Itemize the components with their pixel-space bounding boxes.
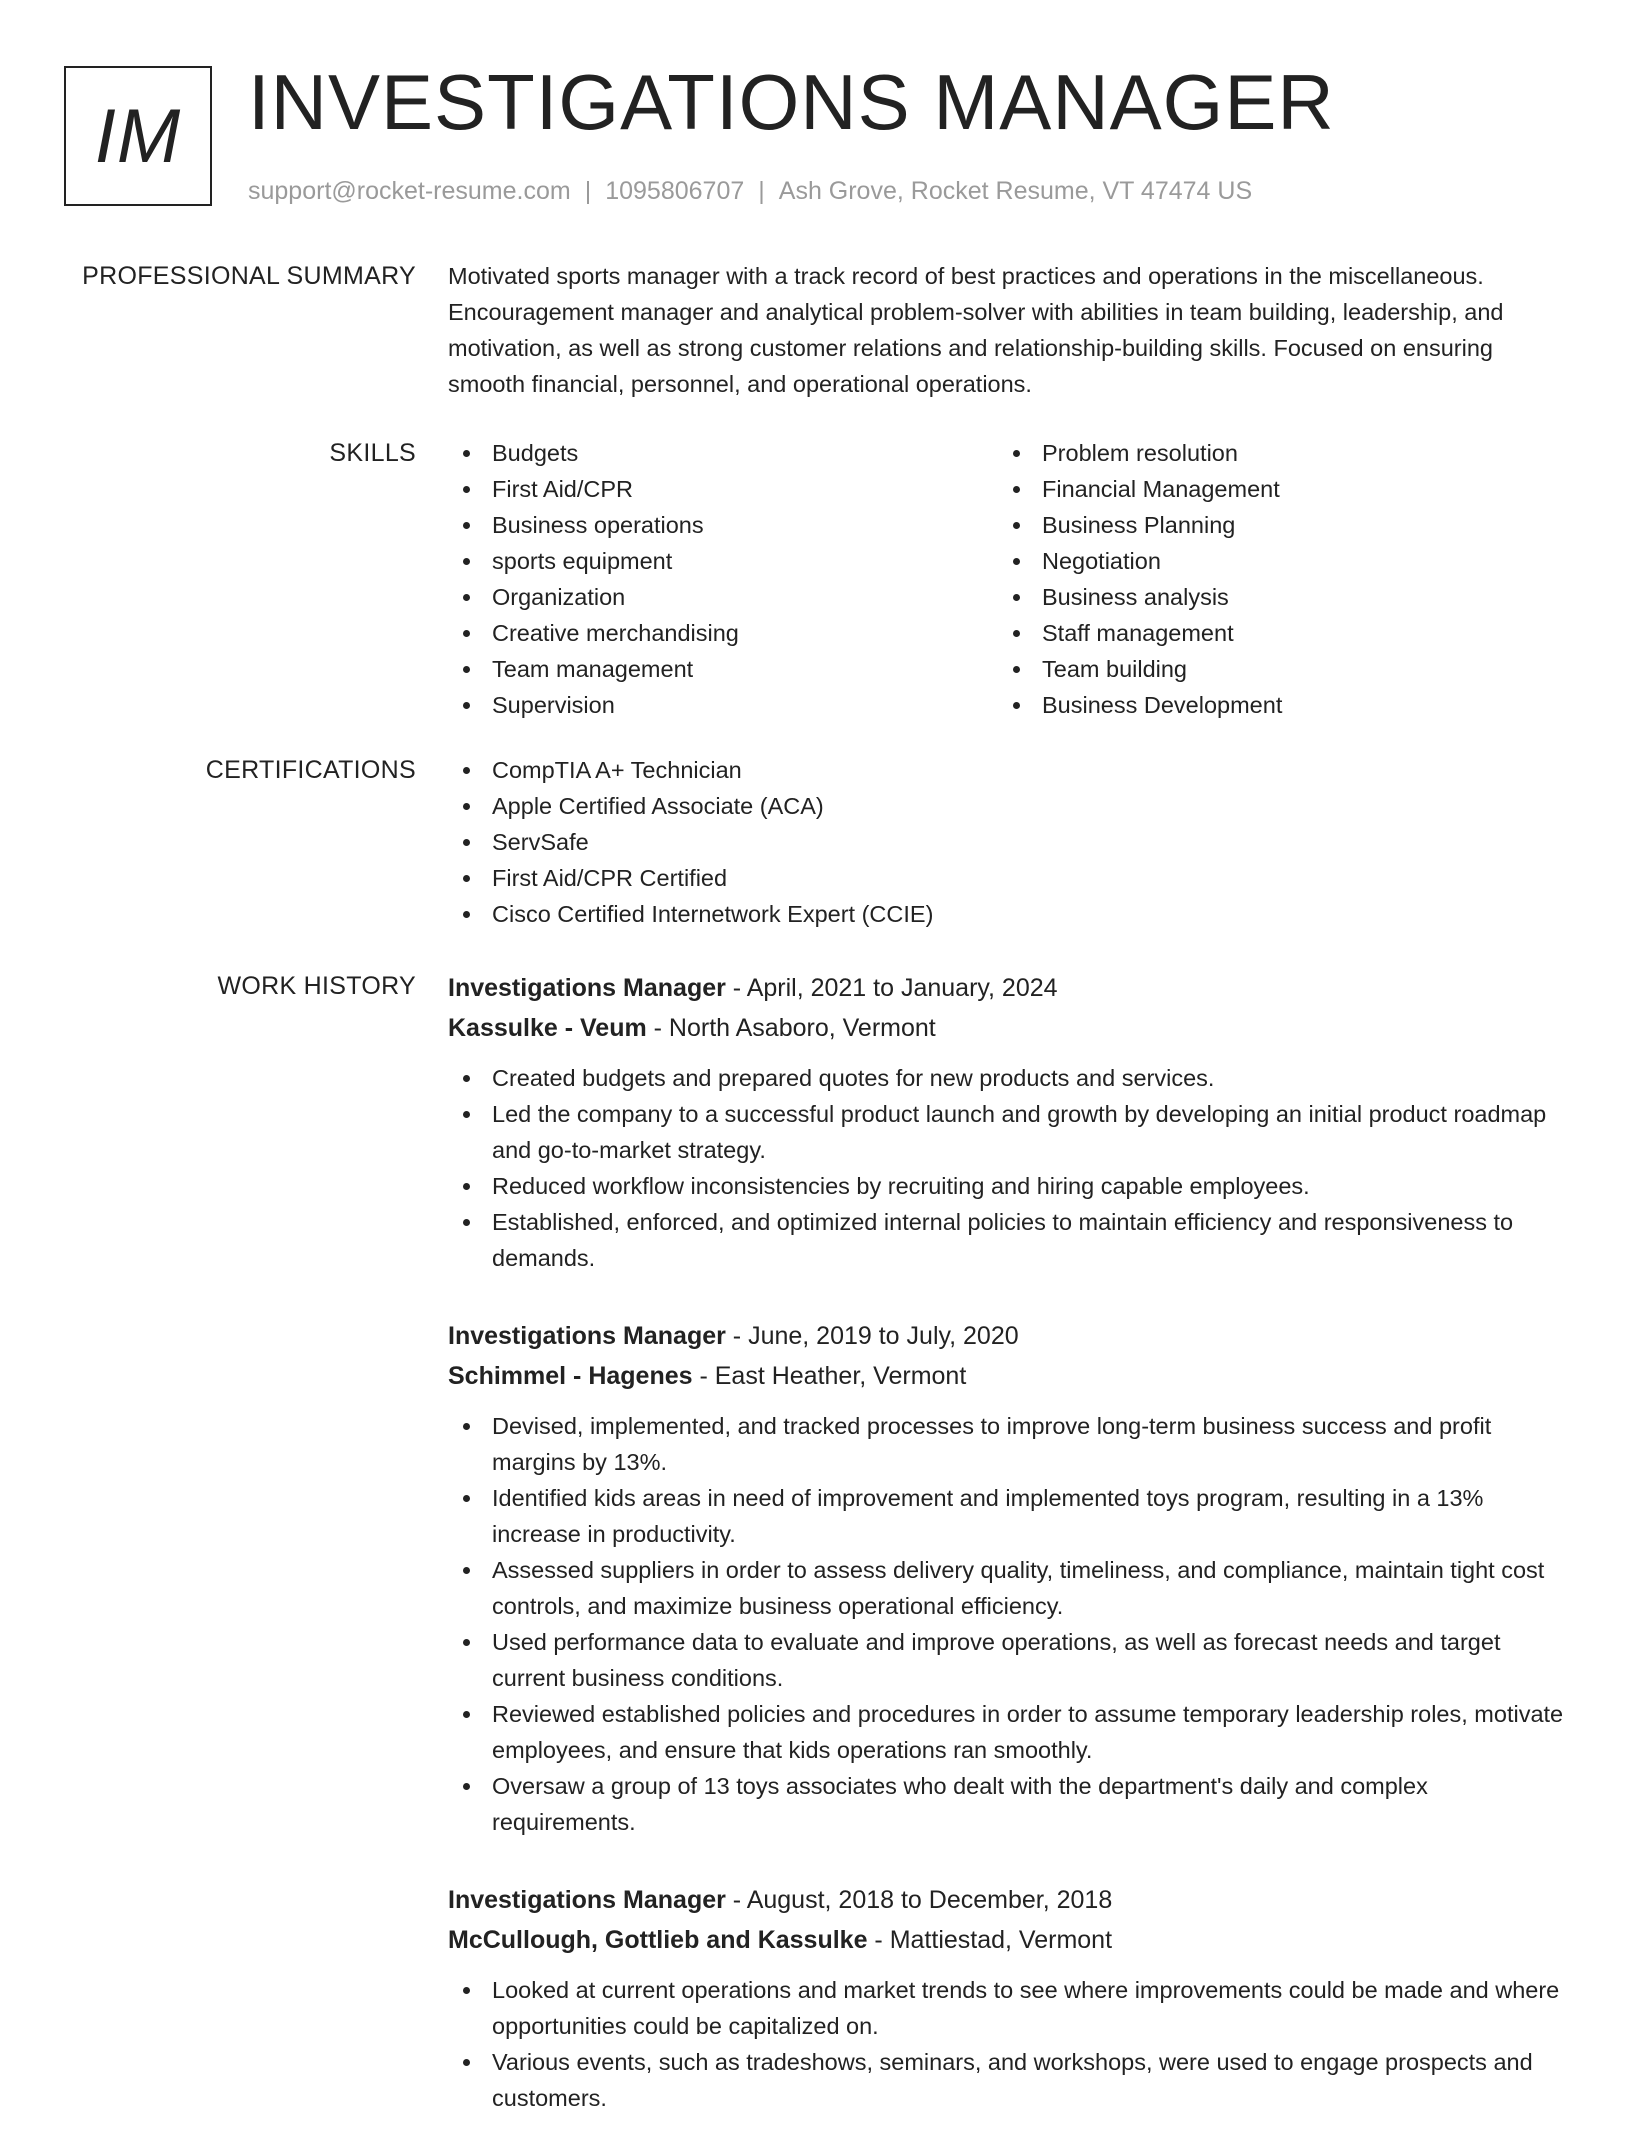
contact-phone: 1095806707 xyxy=(605,177,745,205)
contact-separator: | xyxy=(758,177,765,205)
list-item: Budgets xyxy=(448,435,998,471)
list-item: Business analysis xyxy=(998,579,1548,615)
work-history-body xyxy=(448,968,1568,2156)
list-item: Looked at current operations and market trends to see where improvements could be made and where opportunities could be capitalized on. xyxy=(448,1972,1568,2044)
list-item: Business operations xyxy=(448,507,998,543)
list-item: Used performance data to evaluate and improve operations, as well as forecast needs and target current business conditions. xyxy=(448,1624,1568,1696)
job-dates: - June, 2019 to July, 2020 xyxy=(725,1322,1019,1350)
job-entry xyxy=(448,1880,1568,2116)
list-item: Reduced workflow inconsistencies by recruiting and hiring capable employees. xyxy=(448,1168,1568,1204)
job-company: McCullough, Gottlieb and Kassulke xyxy=(448,1926,868,1954)
list-item: Assessed suppliers in order to assess delivery quality, timeliness, and compliance, maintain tight cost controls, and maximize business operational efficiency. xyxy=(448,1552,1568,1624)
contact-email: support@rocket-resume.com xyxy=(248,177,571,205)
summary-text: Motivated sports manager with a track record of best practices and operations in the miscellaneous. Encouragement manager and analytical problem-solver with abilities in team building, leadership, and motivation, as well as strong customer relations and relationship-building skills. Focused on ensuring smooth financial, personnel, and operational operations. xyxy=(448,263,1504,397)
list-item: Team management xyxy=(448,651,998,687)
job-title-line xyxy=(448,968,1568,1008)
job-bullets xyxy=(448,1060,1568,1276)
job-title-line xyxy=(448,1316,1568,1356)
monogram-logo: IM xyxy=(64,66,212,206)
job-location: - North Asaboro, Vermont xyxy=(646,1014,936,1042)
summary-body xyxy=(448,258,1568,402)
skills-grid xyxy=(448,435,1568,723)
contact-line xyxy=(248,174,1252,208)
list-item: Created budgets and prepared quotes for new products and services. xyxy=(448,1060,1568,1096)
list-item: Problem resolution xyxy=(998,435,1548,471)
list-item: ServSafe xyxy=(448,824,1568,860)
list-item: Negotiation xyxy=(998,543,1548,579)
job-location: - Mattiestad, Vermont xyxy=(867,1926,1113,1954)
job-entry xyxy=(448,968,1568,1276)
section-label-certifications: CERTIFICATIONS xyxy=(205,756,416,784)
contact-address: Ash Grove, Rocket Resume, VT 47474 US xyxy=(778,177,1253,205)
list-item: Various events, such as tradeshows, seminars, and workshops, were used to engage prospects and customers. xyxy=(448,2044,1568,2116)
list-item: Identified kids areas in need of improvement and implemented toys program, resulting in a 13% increase in productivity. xyxy=(448,1480,1568,1552)
list-item: Financial Management xyxy=(998,471,1548,507)
job-dates: - April, 2021 to January, 2024 xyxy=(725,974,1058,1002)
list-item: Reviewed established policies and procedures in order to assume temporary leadership roles, motivate employees, and ensure that kids operations ran smoothly. xyxy=(448,1696,1568,1768)
list-item: Supervision xyxy=(448,687,998,723)
list-item: Organization xyxy=(448,579,998,615)
list-item: First Aid/CPR Certified xyxy=(448,860,1568,896)
list-item: Team building xyxy=(998,651,1548,687)
skills-body xyxy=(448,435,1568,723)
job-company: Kassulke - Veum xyxy=(448,1014,647,1042)
list-item: First Aid/CPR xyxy=(448,471,998,507)
list-item: Business Planning xyxy=(998,507,1548,543)
certifications-body xyxy=(448,752,1568,932)
list-item: CompTIA A+ Technician xyxy=(448,752,1568,788)
job-title-line xyxy=(448,1880,1568,1920)
section-label-skills: SKILLS xyxy=(329,439,416,467)
job-bullets xyxy=(448,1972,1568,2116)
section-label-work-history: WORK HISTORY xyxy=(217,972,416,1000)
section-label-summary: PROFESSIONAL SUMMARY xyxy=(82,262,416,290)
job-company-line xyxy=(448,1356,1568,1396)
list-item: Staff management xyxy=(998,615,1548,651)
list-item: sports equipment xyxy=(448,543,998,579)
certifications-list xyxy=(448,752,1568,932)
list-item: Established, enforced, and optimized internal policies to maintain efficiency and responsiveness to demands. xyxy=(448,1204,1568,1276)
list-item: Business Development xyxy=(998,687,1548,723)
job-company-line xyxy=(448,1920,1568,1960)
job-company-line xyxy=(448,1008,1568,1048)
job-title: Investigations Manager xyxy=(448,1322,726,1350)
job-location: - East Heather, Vermont xyxy=(692,1362,967,1390)
list-item: Apple Certified Associate (ACA) xyxy=(448,788,1568,824)
contact-separator: | xyxy=(584,177,592,205)
job-company: Schimmel - Hagenes xyxy=(448,1362,693,1390)
list-item: Led the company to a successful product launch and growth by developing an initial product roadmap and go-to-market strategy. xyxy=(448,1096,1568,1168)
skills-list-right xyxy=(998,435,1548,723)
list-item: Creative merchandising xyxy=(448,615,998,651)
job-dates: - August, 2018 to December, 2018 xyxy=(725,1886,1113,1914)
job-bullets xyxy=(448,1408,1568,1840)
job-title: Investigations Manager xyxy=(448,974,726,1002)
page-title: INVESTIGATIONS MANAGER xyxy=(248,58,1335,146)
job-entry xyxy=(448,1316,1568,1840)
list-item: Devised, implemented, and tracked processes to improve long-term business success and profit margins by 13%. xyxy=(448,1408,1568,1480)
list-item: Cisco Certified Internetwork Expert (CCIE) xyxy=(448,896,1568,932)
job-title: Investigations Manager xyxy=(448,1886,726,1914)
list-item: Oversaw a group of 13 toys associates who dealt with the department's daily and complex requirements. xyxy=(448,1768,1568,1840)
skills-list-left xyxy=(448,435,998,723)
